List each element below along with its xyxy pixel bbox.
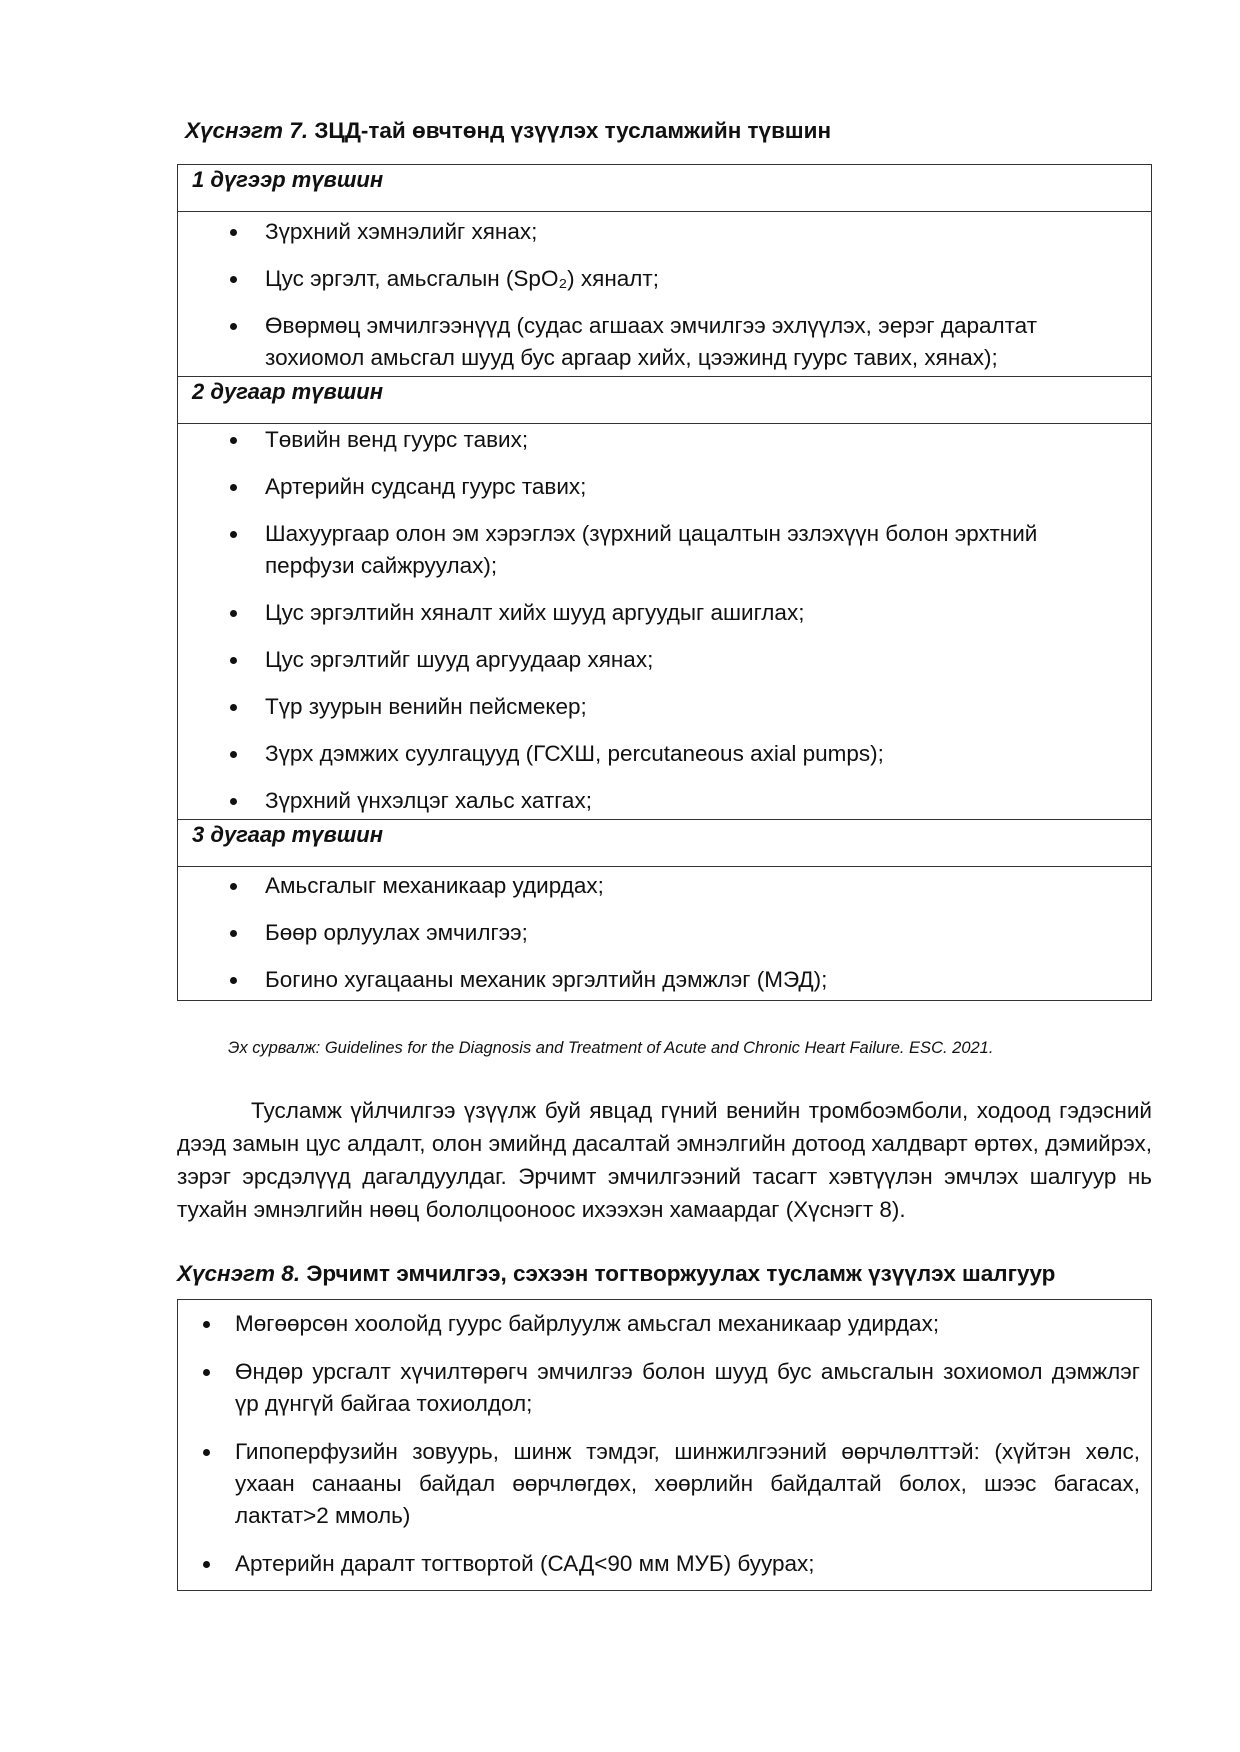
list-item: Артерийн даралт тогтвортой (САД<90 мм МУБ) буурах; xyxy=(178,1548,1151,1580)
list-item: Богино хугацааны механик эргэлтийн дэмжлэг (МЭД); xyxy=(178,964,1151,996)
list-item: Зүрхний үнхэлцэг хальс хатгах; xyxy=(178,785,1151,817)
level-2-items-row xyxy=(178,424,1152,820)
list-item: Өндөр урсгалт хүчилтөрөгч эмчилгээ болон шууд бус амьсгалын зохиомол дэмжлэг үр дүнгүй байгаа тохиолдол; xyxy=(178,1356,1151,1420)
level-3-items-cell xyxy=(178,867,1152,1001)
level-2-items-cell xyxy=(178,424,1152,820)
list-item: Төвийн венд гуурс тавих; xyxy=(178,424,1151,456)
table8-caption-lead: Хүснэгт 8. xyxy=(177,1261,301,1286)
list-item: Цус эргэлт, амьсгалын (SpO₂) хяналт; xyxy=(178,263,1151,295)
list-item: Амьсгалыг механикаар удирдах; xyxy=(178,870,1151,902)
level-3-list xyxy=(178,867,1151,1000)
level-2-list xyxy=(178,424,1151,819)
list-item: Гипоперфузийн зовуурь, шинж тэмдэг, шинжилгээний өөрчлөлттэй: (хүйтэн хөлс, ухаан санааны байдал өөрчлөгдөх, хөөрлийн байдалтай болох, шээс багасах, лактат>2 ммоль) xyxy=(178,1436,1151,1532)
body-paragraph: Тусламж үйлчилгээ үзүүлж буй явцад гүний венийн тромбоэмболи, ходоод гэдэсний дээд замын цус алдалт, олон эмийнд дасалтай эмнэлгийн дотоод халдварт өртөх, дэмийрэх, зэрэг эрсдэлүүд дагалдуулдаг. Эрчимт эмчилгээний тасагт хэвтүүлэн эмчлэх шалгуур нь тухайн эмнэлгийн нөөц бололцооноос ихээхэн хамаардаг (Хүснэгт 8). xyxy=(177,1097,1152,1222)
icu-criteria-list xyxy=(178,1308,1151,1580)
care-levels-table xyxy=(177,164,1152,1001)
list-item: Цус эргэлтийн хяналт хийх шууд аргуудыг ашиглах; xyxy=(178,597,1151,629)
level-1-items-row xyxy=(178,212,1152,377)
table8-caption-title: Эрчимт эмчилгээ, сэхээн тогтворжуулах тусламж үзүүлэх шалгуур xyxy=(300,1261,1056,1286)
list-item: Артерийн судсанд гуурс тавих; xyxy=(178,471,1151,503)
list-item: Зүрх дэмжих суулгацууд (ГСХШ, percutaneous axial pumps); xyxy=(178,738,1151,770)
level-1-header-row xyxy=(178,165,1152,212)
table7-source-note: Эх сурвалж: Guidelines for the Diagnosis and Treatment of Acute and Chronic Heart Failure. ESC. 2021. xyxy=(228,1039,994,1057)
list-item: Шахуургаар олон эм хэрэглэх (зүрхний цацалтын эзлэхүүн болон эрхтний перфузи сайжруулах); xyxy=(178,518,1151,582)
level-3-items-row xyxy=(178,867,1152,1001)
list-item: Цус эргэлтийг шууд аргуудаар хянах; xyxy=(178,644,1151,676)
icu-criteria-box xyxy=(177,1299,1152,1591)
table7-caption-lead: Хүснэгт 7. xyxy=(185,118,309,143)
level-2-heading: 2 дугаар түвшин xyxy=(178,377,1152,424)
list-item: Мөгөөрсөн хоолойд гуурс байрлуулж амьсгал механикаар удирдах; xyxy=(178,1308,1151,1340)
list-item: Өвөрмөц эмчилгээнүүд (судас агшаах эмчилгээ эхлүүлэх, эерэг даралтат зохиомол амьсгал шууд бус аргаар хийх, цээжинд гуурс тавих, хянах); xyxy=(178,310,1151,374)
list-item: Түр зуурын венийн пейсмекер; xyxy=(178,691,1151,723)
list-item: Бөөр орлуулах эмчилгээ; xyxy=(178,917,1151,949)
level-1-items-cell xyxy=(178,212,1152,377)
level-3-header-row xyxy=(178,820,1152,867)
table7-caption-title: ЗЦД-тай өвчтөнд үзүүлэх тусламжийн түвшин xyxy=(308,118,832,143)
level-3-heading: 3 дугаар түвшин xyxy=(178,820,1152,867)
level-1-heading: 1 дүгээр түвшин xyxy=(178,165,1152,212)
level-2-header-row xyxy=(178,377,1152,424)
list-item: Зүрхний хэмнэлийг хянах; xyxy=(178,216,1151,248)
table7-caption xyxy=(185,118,831,144)
table8-caption xyxy=(177,1261,1055,1287)
level-1-list xyxy=(178,212,1151,376)
